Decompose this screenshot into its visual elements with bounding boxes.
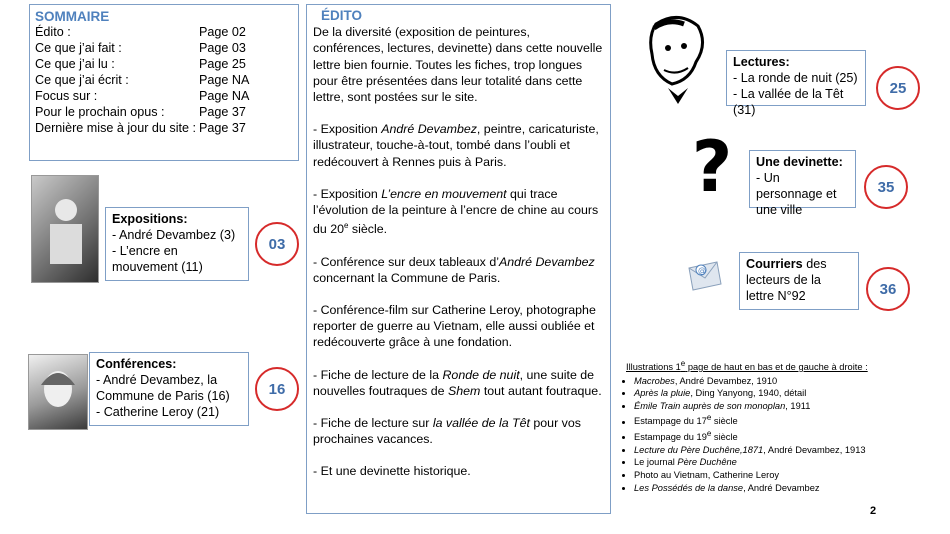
- expositions-item: - L’encre en mouvement (11): [112, 244, 203, 274]
- page-circle-devinette: 35: [864, 165, 908, 209]
- illustration-item: • Le journal Père Duchêne: [634, 456, 942, 469]
- svg-text:@: @: [698, 266, 706, 275]
- page-number: 2: [870, 505, 877, 517]
- illustrations-list: [622, 375, 942, 495]
- devinette-heading: Une devinette:: [756, 155, 843, 169]
- edito-paragraph: De la diversité (exposition de peintures, conférences, lectures, devinette) dans cette nouvelle lettre bien fournie. Toutes les fiches, trop longues pour être présentées dans leur totalité dans cette lettre, sont postées sur le site.: [313, 25, 603, 105]
- edito-paragraph: - Exposition L’encre en mouvement qui trace l’évolution de la peinture à l’encre de chine au cours du 20e siècle.: [313, 186, 599, 237]
- sommaire-row: [35, 24, 293, 40]
- sommaire-row: [35, 104, 293, 120]
- sommaire-row-page: Page NA: [199, 73, 250, 87]
- expositions-item: - André Devambez (3): [112, 228, 236, 242]
- question-mark-icon: ?: [691, 126, 733, 208]
- expositions-heading: Expositions:: [112, 212, 188, 226]
- illustration-item: • Les Possédés de la danse, André Devambez: [634, 482, 942, 495]
- illustration-item: • Photo au Vietnam, Catherine Leroy: [634, 469, 942, 482]
- edito-paragraph: - Conférence sur deux tableaux d’André Devambez concernant la Commune de Paris.: [313, 254, 595, 285]
- sommaire-row: [35, 56, 293, 72]
- illustrations-heading: Illustrations 1e page de haut en bas et de gauche à droite :: [626, 359, 868, 373]
- illustration-item: • Lecture du Père Duchêne,1871, André Devambez, 1913: [634, 444, 942, 457]
- sommaire-box: [29, 4, 299, 161]
- sommaire-row-label: Ce que j’ai lu :: [35, 57, 115, 71]
- sommaire-row-page: Page 37: [199, 105, 246, 119]
- sommaire-row: [35, 88, 293, 104]
- sommaire-row-page: Page 03: [199, 41, 246, 55]
- courriers-heading: Courriers: [746, 257, 803, 271]
- sommaire-row-page: Page 25: [199, 57, 246, 71]
- conferences-heading: Conférences:: [96, 357, 177, 371]
- edito-paragraph: - Fiche de lecture de la Ronde de nuit, une suite de nouvelles foutraques de Shem tout autant foutraque.: [313, 367, 602, 398]
- edito-paragraph: - Conférence-film sur Catherine Leroy, photographe reporter de guerre au Vietnam, elle aussi oubliée et redécouverte grâce à une fondation.: [313, 302, 596, 350]
- sommaire-row-label: Édito :: [35, 25, 71, 39]
- edito-paragraph: - Et une devinette historique.: [313, 464, 471, 479]
- illustration-item: • Après la pluie, Ding Yanyong, 1940, détail: [634, 387, 942, 400]
- exposition-photo: [31, 175, 99, 283]
- sommaire-row-label: Ce que j’ai fait :: [35, 41, 122, 55]
- sommaire-row: [35, 120, 293, 136]
- email-envelope-icon: [685, 258, 725, 292]
- illustration-item: • Estampage du 17e siècle: [634, 412, 942, 428]
- caricature-image: [638, 14, 720, 106]
- expositions-box: [105, 207, 249, 281]
- illustrations-credits: [622, 358, 942, 494]
- sommaire-row: [35, 72, 293, 88]
- lectures-box: [726, 50, 866, 117]
- sommaire-title: SOMMAIRE: [35, 9, 110, 24]
- page-circle-expositions: 03: [255, 222, 299, 266]
- illustration-item: • Macrobes, André Devambez, 1910: [634, 375, 942, 388]
- page-circle-conferences: 16: [255, 367, 299, 411]
- lectures-heading: Lectures:: [733, 55, 790, 69]
- sommaire-list: [35, 24, 293, 136]
- sommaire-row-label: Focus sur :: [35, 89, 98, 103]
- sommaire-row-page: Page 37: [199, 121, 246, 135]
- lectures-item: - La vallée de la Têt (31): [733, 87, 844, 117]
- sommaire-row-label: Pour le prochain opus :: [35, 105, 165, 119]
- conferences-item: - André Devambez, la Commune de Paris (16): [96, 373, 230, 403]
- edito-paragraph: - Exposition André Devambez, peintre, caricaturiste, illustrateur, touche-à-tout, tombé dans l’oubli et redécouvert à Rennes puis à Paris.: [313, 122, 599, 169]
- illustration-item: • Estampage du 19e siècle: [634, 428, 942, 444]
- page-circle-courriers: 36: [866, 267, 910, 311]
- conferences-item: - Catherine Leroy (21): [96, 405, 220, 419]
- courriers-box: [739, 252, 859, 310]
- edito-box: [306, 4, 611, 514]
- page-circle-lectures: 25: [876, 66, 920, 110]
- courriers-text: des lecteurs de la lettre N°92: [746, 257, 827, 303]
- edito-paragraph: - Fiche de lecture sur la vallée de la Têt pour vos prochaines vacances.: [313, 415, 581, 447]
- illustration-item: • Émile Train auprès de son monoplan, 1911: [634, 400, 942, 413]
- sommaire-row-page: Page NA: [199, 89, 250, 103]
- devinette-box: [749, 150, 856, 217]
- lectures-item: - La ronde de nuit (25): [733, 71, 858, 85]
- sommaire-row-label: Ce que j’ai écrit :: [35, 73, 129, 87]
- conferences-box: [89, 352, 249, 426]
- sommaire-row-label: Dernière mise à jour du site :: [35, 121, 196, 135]
- edito-title: ÉDITO: [321, 8, 363, 23]
- conference-photo: [28, 354, 88, 430]
- devinette-item: - Un personnage et une ville: [756, 171, 837, 217]
- sommaire-row-page: Page 02: [199, 25, 246, 39]
- sommaire-row: [35, 40, 293, 56]
